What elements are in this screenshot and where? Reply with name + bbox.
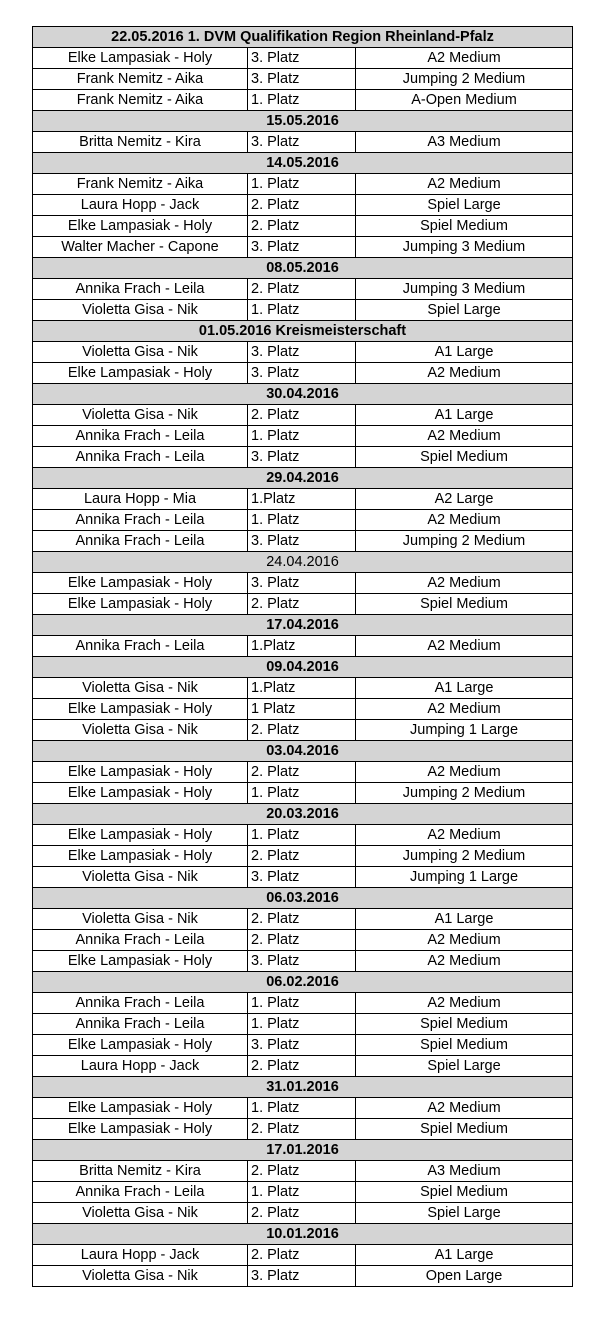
section-date: 06.02.2016 <box>33 972 573 993</box>
place-cell: 1. Platz <box>248 1098 356 1119</box>
class-cell: A1 Large <box>356 1245 573 1266</box>
team-cell: Elke Lampasiak - Holy <box>33 1035 248 1056</box>
table-row <box>33 426 573 447</box>
section-date: 29.04.2016 <box>33 468 573 489</box>
place-cell: 2. Platz <box>248 594 356 615</box>
section-header-row <box>33 27 573 48</box>
place-cell: 3. Platz <box>248 132 356 153</box>
place-cell: 3. Platz <box>248 531 356 552</box>
place-cell: 3. Platz <box>248 867 356 888</box>
section-date: 03.04.2016 <box>33 741 573 762</box>
section-header-row <box>33 468 573 489</box>
class-cell: A1 Large <box>356 678 573 699</box>
section-header-row <box>33 615 573 636</box>
table-row <box>33 993 573 1014</box>
class-cell: A1 Large <box>356 342 573 363</box>
table-row <box>33 1182 573 1203</box>
class-cell: A3 Medium <box>356 132 573 153</box>
section-date: 22.05.2016 1. DVM Qualifikation Region Rheinland-Pfalz <box>33 27 573 48</box>
place-cell: 2. Platz <box>248 216 356 237</box>
section-header-row <box>33 552 573 573</box>
table-row <box>33 216 573 237</box>
place-cell: 2. Platz <box>248 909 356 930</box>
class-cell: Jumping 3 Medium <box>356 237 573 258</box>
table-row <box>33 363 573 384</box>
class-cell: Spiel Large <box>356 1203 573 1224</box>
place-cell: 1.Platz <box>248 678 356 699</box>
table-row <box>33 846 573 867</box>
place-cell: 2. Platz <box>248 195 356 216</box>
team-cell: Violetta Gisa - Nik <box>33 720 248 741</box>
section-header-row <box>33 321 573 342</box>
place-cell: 2. Platz <box>248 1161 356 1182</box>
team-cell: Violetta Gisa - Nik <box>33 867 248 888</box>
class-cell: Open Large <box>356 1266 573 1287</box>
place-cell: 2. Platz <box>248 1245 356 1266</box>
place-cell: 3. Platz <box>248 48 356 69</box>
team-cell: Violetta Gisa - Nik <box>33 909 248 930</box>
team-cell: Elke Lampasiak - Holy <box>33 783 248 804</box>
place-cell: 1. Platz <box>248 783 356 804</box>
table-row <box>33 447 573 468</box>
section-date: 10.01.2016 <box>33 1224 573 1245</box>
class-cell: A2 Medium <box>356 930 573 951</box>
table-row <box>33 510 573 531</box>
team-cell: Frank Nemitz - Aika <box>33 90 248 111</box>
team-cell: Elke Lampasiak - Holy <box>33 573 248 594</box>
team-cell: Britta Nemitz - Kira <box>33 132 248 153</box>
team-cell: Elke Lampasiak - Holy <box>33 48 248 69</box>
team-cell: Elke Lampasiak - Holy <box>33 762 248 783</box>
section-header-row <box>33 1140 573 1161</box>
class-cell: Jumping 2 Medium <box>356 69 573 90</box>
table-row <box>33 573 573 594</box>
table-row <box>33 300 573 321</box>
place-cell: 1. Platz <box>248 1014 356 1035</box>
section-date: 09.04.2016 <box>33 657 573 678</box>
place-cell: 3. Platz <box>248 1266 356 1287</box>
team-cell: Elke Lampasiak - Holy <box>33 699 248 720</box>
place-cell: 3. Platz <box>248 951 356 972</box>
table-row <box>33 825 573 846</box>
table-row <box>33 405 573 426</box>
class-cell: Spiel Medium <box>356 447 573 468</box>
table-row <box>33 489 573 510</box>
table-row <box>33 783 573 804</box>
table-row <box>33 1098 573 1119</box>
class-cell: Spiel Large <box>356 195 573 216</box>
section-date: 06.03.2016 <box>33 888 573 909</box>
section-header-row <box>33 741 573 762</box>
team-cell: Laura Hopp - Jack <box>33 195 248 216</box>
section-date: 15.05.2016 <box>33 111 573 132</box>
table-row <box>33 342 573 363</box>
place-cell: 1. Platz <box>248 510 356 531</box>
class-cell: A2 Medium <box>356 426 573 447</box>
class-cell: A1 Large <box>356 405 573 426</box>
class-cell: Spiel Medium <box>356 1119 573 1140</box>
class-cell: Jumping 3 Medium <box>356 279 573 300</box>
class-cell: Jumping 2 Medium <box>356 531 573 552</box>
team-cell: Frank Nemitz - Aika <box>33 174 248 195</box>
team-cell: Annika Frach - Leila <box>33 636 248 657</box>
table-row <box>33 720 573 741</box>
section-header-row <box>33 258 573 279</box>
section-header-row <box>33 1077 573 1098</box>
team-cell: Violetta Gisa - Nik <box>33 300 248 321</box>
team-cell: Annika Frach - Leila <box>33 993 248 1014</box>
team-cell: Annika Frach - Leila <box>33 426 248 447</box>
table-row <box>33 699 573 720</box>
table-row <box>33 90 573 111</box>
table-row <box>33 594 573 615</box>
place-cell: 3. Platz <box>248 237 356 258</box>
team-cell: Elke Lampasiak - Holy <box>33 1119 248 1140</box>
table-row <box>33 1119 573 1140</box>
place-cell: 1. Platz <box>248 993 356 1014</box>
team-cell: Elke Lampasiak - Holy <box>33 216 248 237</box>
class-cell: Spiel Medium <box>356 594 573 615</box>
class-cell: A2 Medium <box>356 48 573 69</box>
section-date: 30.04.2016 <box>33 384 573 405</box>
class-cell: Spiel Medium <box>356 216 573 237</box>
place-cell: 3. Platz <box>248 69 356 90</box>
table-row <box>33 1245 573 1266</box>
results-table-body <box>33 27 573 1287</box>
table-row <box>33 1266 573 1287</box>
section-date: 14.05.2016 <box>33 153 573 174</box>
team-cell: Violetta Gisa - Nik <box>33 342 248 363</box>
section-header-row <box>33 804 573 825</box>
team-cell: Annika Frach - Leila <box>33 279 248 300</box>
class-cell: A2 Medium <box>356 363 573 384</box>
table-row <box>33 762 573 783</box>
team-cell: Elke Lampasiak - Holy <box>33 1098 248 1119</box>
place-cell: 2. Platz <box>248 930 356 951</box>
place-cell: 1. Platz <box>248 825 356 846</box>
team-cell: Annika Frach - Leila <box>33 510 248 531</box>
table-row <box>33 174 573 195</box>
place-cell: 1. Platz <box>248 174 356 195</box>
class-cell: A2 Large <box>356 489 573 510</box>
table-row <box>33 1014 573 1035</box>
place-cell: 1. Platz <box>248 426 356 447</box>
team-cell: Violetta Gisa - Nik <box>33 1203 248 1224</box>
table-row <box>33 1203 573 1224</box>
section-header-row <box>33 384 573 405</box>
table-row <box>33 195 573 216</box>
class-cell: A3 Medium <box>356 1161 573 1182</box>
class-cell: A2 Medium <box>356 951 573 972</box>
class-cell: A-Open Medium <box>356 90 573 111</box>
section-date: 31.01.2016 <box>33 1077 573 1098</box>
table-row <box>33 531 573 552</box>
class-cell: A2 Medium <box>356 699 573 720</box>
team-cell: Annika Frach - Leila <box>33 531 248 552</box>
team-cell: Violetta Gisa - Nik <box>33 405 248 426</box>
place-cell: 3. Platz <box>248 363 356 384</box>
table-row <box>33 1161 573 1182</box>
section-date: 20.03.2016 <box>33 804 573 825</box>
team-cell: Annika Frach - Leila <box>33 1182 248 1203</box>
section-date: 17.04.2016 <box>33 615 573 636</box>
place-cell: 2. Platz <box>248 1056 356 1077</box>
class-cell: Jumping 1 Large <box>356 720 573 741</box>
place-cell: 2. Platz <box>248 846 356 867</box>
class-cell: Spiel Large <box>356 300 573 321</box>
results-table <box>32 26 573 1287</box>
class-cell: A2 Medium <box>356 636 573 657</box>
table-row <box>33 237 573 258</box>
section-header-row <box>33 153 573 174</box>
class-cell: A2 Medium <box>356 993 573 1014</box>
place-cell: 1. Platz <box>248 90 356 111</box>
class-cell: Spiel Medium <box>356 1035 573 1056</box>
place-cell: 3. Platz <box>248 573 356 594</box>
place-cell: 1. Platz <box>248 1182 356 1203</box>
team-cell: Annika Frach - Leila <box>33 930 248 951</box>
table-row <box>33 48 573 69</box>
section-header-row <box>33 888 573 909</box>
section-header-row <box>33 111 573 132</box>
place-cell: 2. Platz <box>248 279 356 300</box>
section-date: 01.05.2016 Kreismeisterschaft <box>33 321 573 342</box>
section-header-row <box>33 972 573 993</box>
team-cell: Elke Lampasiak - Holy <box>33 846 248 867</box>
place-cell: 1. Platz <box>248 300 356 321</box>
class-cell: Jumping 2 Medium <box>356 783 573 804</box>
table-row <box>33 69 573 90</box>
team-cell: Laura Hopp - Jack <box>33 1245 248 1266</box>
place-cell: 2. Platz <box>248 720 356 741</box>
team-cell: Britta Nemitz - Kira <box>33 1161 248 1182</box>
class-cell: A2 Medium <box>356 510 573 531</box>
section-date: 08.05.2016 <box>33 258 573 279</box>
team-cell: Frank Nemitz - Aika <box>33 69 248 90</box>
table-row <box>33 1035 573 1056</box>
class-cell: Spiel Medium <box>356 1182 573 1203</box>
place-cell: 2. Platz <box>248 405 356 426</box>
class-cell: Jumping 2 Medium <box>356 846 573 867</box>
team-cell: Elke Lampasiak - Holy <box>33 594 248 615</box>
team-cell: Annika Frach - Leila <box>33 447 248 468</box>
table-row <box>33 1056 573 1077</box>
section-date: 24.04.2016 <box>33 552 573 573</box>
class-cell: A2 Medium <box>356 1098 573 1119</box>
class-cell: Spiel Large <box>356 1056 573 1077</box>
place-cell: 3. Platz <box>248 342 356 363</box>
class-cell: Spiel Medium <box>356 1014 573 1035</box>
team-cell: Walter Macher - Capone <box>33 237 248 258</box>
team-cell: Laura Hopp - Jack <box>33 1056 248 1077</box>
section-date: 17.01.2016 <box>33 1140 573 1161</box>
table-row <box>33 636 573 657</box>
class-cell: A2 Medium <box>356 825 573 846</box>
place-cell: 1 Platz <box>248 699 356 720</box>
place-cell: 3. Platz <box>248 1035 356 1056</box>
team-cell: Elke Lampasiak - Holy <box>33 825 248 846</box>
table-row <box>33 132 573 153</box>
place-cell: 1.Platz <box>248 636 356 657</box>
team-cell: Annika Frach - Leila <box>33 1014 248 1035</box>
table-row <box>33 279 573 300</box>
table-row <box>33 951 573 972</box>
place-cell: 2. Platz <box>248 1203 356 1224</box>
table-row <box>33 678 573 699</box>
class-cell: A2 Medium <box>356 174 573 195</box>
place-cell: 3. Platz <box>248 447 356 468</box>
class-cell: A2 Medium <box>356 573 573 594</box>
place-cell: 1.Platz <box>248 489 356 510</box>
team-cell: Elke Lampasiak - Holy <box>33 951 248 972</box>
section-header-row <box>33 657 573 678</box>
table-row <box>33 930 573 951</box>
team-cell: Violetta Gisa - Nik <box>33 678 248 699</box>
team-cell: Violetta Gisa - Nik <box>33 1266 248 1287</box>
section-header-row <box>33 1224 573 1245</box>
place-cell: 2. Platz <box>248 762 356 783</box>
team-cell: Laura Hopp - Mia <box>33 489 248 510</box>
place-cell: 2. Platz <box>248 1119 356 1140</box>
class-cell: Jumping 1 Large <box>356 867 573 888</box>
table-row <box>33 909 573 930</box>
class-cell: A1 Large <box>356 909 573 930</box>
team-cell: Elke Lampasiak - Holy <box>33 363 248 384</box>
class-cell: A2 Medium <box>356 762 573 783</box>
table-row <box>33 867 573 888</box>
